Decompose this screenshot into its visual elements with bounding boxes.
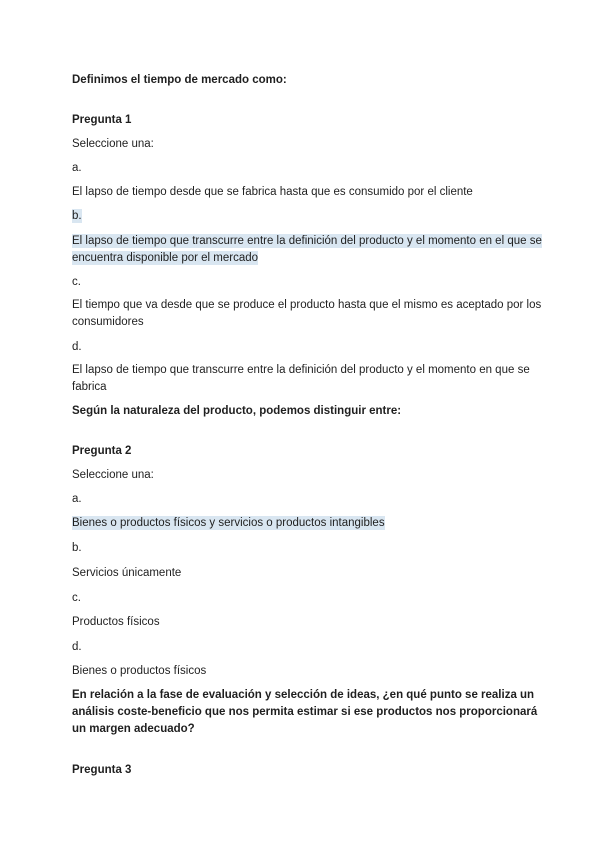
q1-option-b-letter: b. <box>72 210 82 222</box>
q2-title: Pregunta 2 <box>72 445 132 457</box>
q2-prompt: Seleccione una: <box>72 469 154 481</box>
q2-intro: Según la naturaleza del producto, podemos distinguir entre: <box>72 405 402 417</box>
q1-option-d-letter: d. <box>72 341 82 353</box>
q3-intro: En relación a la fase de evaluación y selección de ideas, ¿en qué punto se realiza un análisis coste-beneficio que nos permita estimar si ese productos nos proporcionará un margen adecuado? <box>72 689 538 735</box>
q2-option-c-letter: c. <box>72 592 81 604</box>
q2-option-b-letter: b. <box>72 542 82 554</box>
q1-option-b-letter-wrap <box>72 208 542 225</box>
q1-option-a-letter: a. <box>72 162 82 174</box>
q2-option-a-letter: a. <box>72 493 82 505</box>
q1-option-c-letter: c. <box>72 276 81 288</box>
q1-title: Pregunta 1 <box>72 114 132 126</box>
q3-title: Pregunta 3 <box>72 764 132 776</box>
q1-prompt: Seleccione una: <box>72 138 154 150</box>
q1-option-a-text: El lapso de tiempo desde que se fabrica hasta que es consumido por el cliente <box>72 186 473 198</box>
q2-option-d-text: Bienes o productos físicos <box>72 665 207 677</box>
q1-option-d-text: El lapso de tiempo que transcurre entre la definición del producto y el momento en que se fabrica <box>72 364 530 393</box>
q2-option-a-text-wrap <box>72 515 542 532</box>
q2-option-b-text: Servicios únicamente <box>72 567 182 579</box>
q2-option-d-letter: d. <box>72 641 82 653</box>
q2-option-c-text: Productos físicos <box>72 616 160 628</box>
q1-option-b-text-wrap <box>72 233 542 267</box>
q2-option-a-text: Bienes o productos físicos y servicios o productos intangibles <box>72 517 385 529</box>
q1-option-b-text: El lapso de tiempo que transcurre entre la definición del producto y el momento en el que se encuentra disponible por el mercado <box>72 235 542 264</box>
q1-option-c-text: El tiempo que va desde que se produce el producto hasta que el mismo es aceptado por los consumidores <box>72 299 542 328</box>
q1-intro: Definimos el tiempo de mercado como: <box>72 74 287 86</box>
